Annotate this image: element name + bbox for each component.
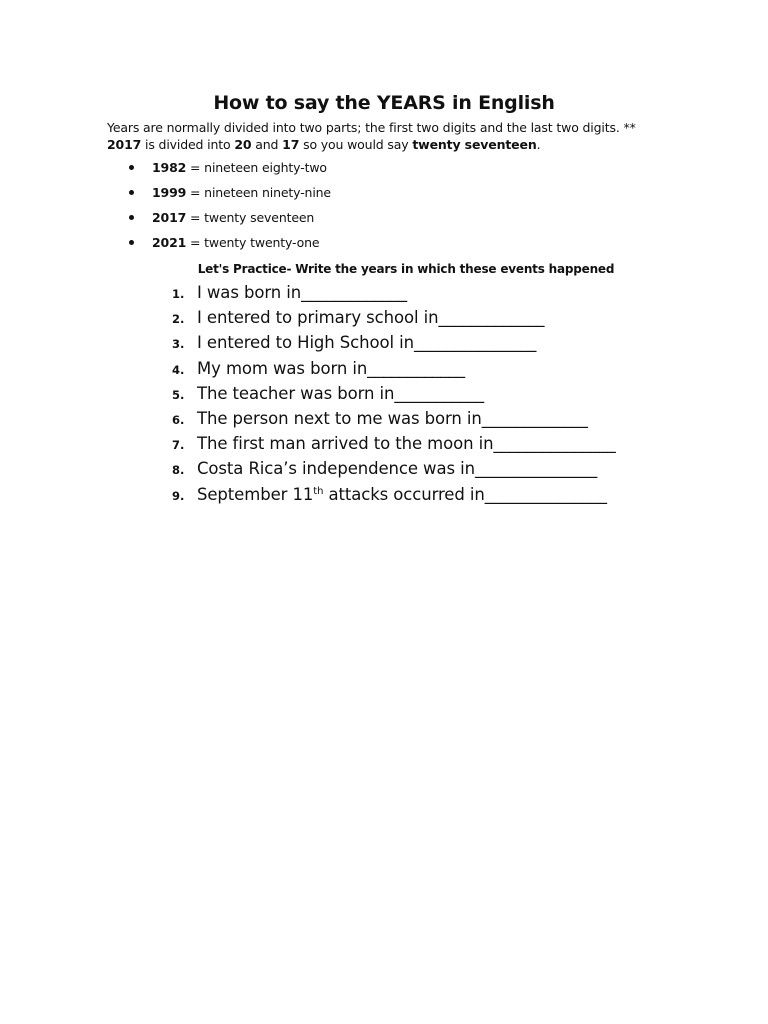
example-item <box>128 183 331 208</box>
question-item <box>172 382 616 407</box>
question-item <box>172 357 616 382</box>
question-number: 1. <box>172 287 185 301</box>
example-reading: = nineteen ninety-nine <box>186 185 331 200</box>
examples-list <box>128 158 331 258</box>
intro-part-b: 17 <box>282 137 300 152</box>
question-number: 3. <box>172 337 185 352</box>
intro-spoken: twenty seventeen <box>412 137 537 152</box>
question-number: 7. <box>172 438 185 453</box>
question-item <box>172 407 616 432</box>
question-item <box>172 432 616 457</box>
question-item <box>172 483 616 508</box>
bullet-icon <box>129 240 134 245</box>
question-text: The first man arrived to the moon in_______________ <box>197 434 616 454</box>
practice-heading: Let's Practice- Write the years in which these events happened <box>197 262 615 276</box>
question-item <box>172 457 616 482</box>
example-reading: = nineteen eighty-two <box>186 160 327 175</box>
question-number: 9. <box>172 488 185 503</box>
question-number: 5. <box>172 387 185 402</box>
question-text: The teacher was born in___________ <box>197 383 484 403</box>
question-number: 2. <box>172 312 185 327</box>
intro-text: so you would say <box>299 137 413 152</box>
example-item <box>128 158 331 183</box>
intro-line-1: Years are normally divided into two parts; the first two digits and the last two digits. ** <box>107 120 636 135</box>
question-text: I entered to primary school in_____________ <box>197 308 545 328</box>
intro-paragraph <box>107 119 667 153</box>
question-item <box>172 281 616 306</box>
example-item <box>128 208 331 233</box>
intro-text: and <box>251 137 283 152</box>
intro-text: is divided into <box>141 137 235 152</box>
question-text: I was born in_____________ <box>197 283 408 302</box>
example-year: 2021 <box>152 235 187 250</box>
question-text: The person next to me was born in_____________ <box>197 408 588 428</box>
example-year: 1982 <box>152 160 187 175</box>
question-text: Costa Rica’s independence was in_______________ <box>197 459 598 479</box>
question-text: I entered to High School in_______________ <box>197 333 537 353</box>
intro-example-year: 2017 <box>107 137 142 152</box>
question-text-start: September 11 <box>197 484 314 504</box>
questions-list <box>172 281 616 508</box>
question-number: 6. <box>172 412 185 427</box>
question-text: My mom was born in____________ <box>197 358 465 378</box>
example-year: 2017 <box>152 210 187 225</box>
bullet-icon <box>129 165 134 170</box>
question-text-end: attacks occurred in_______________ <box>323 484 607 504</box>
example-reading: = twenty twenty-one <box>186 235 320 250</box>
question-number: 8. <box>172 463 185 478</box>
question-item <box>172 306 616 331</box>
question-number: 4. <box>172 362 185 377</box>
example-reading: = twenty seventeen <box>186 210 315 225</box>
example-year: 1999 <box>152 185 187 200</box>
page-title: How to say the YEARS in English <box>213 92 555 114</box>
question-text <box>197 485 607 504</box>
example-item <box>128 233 331 258</box>
bullet-icon <box>129 190 134 195</box>
question-item <box>172 331 616 356</box>
ordinal-suffix: th <box>313 485 324 497</box>
intro-part-a: 20 <box>234 137 252 152</box>
intro-text: . <box>536 137 541 152</box>
bullet-icon <box>129 215 134 220</box>
